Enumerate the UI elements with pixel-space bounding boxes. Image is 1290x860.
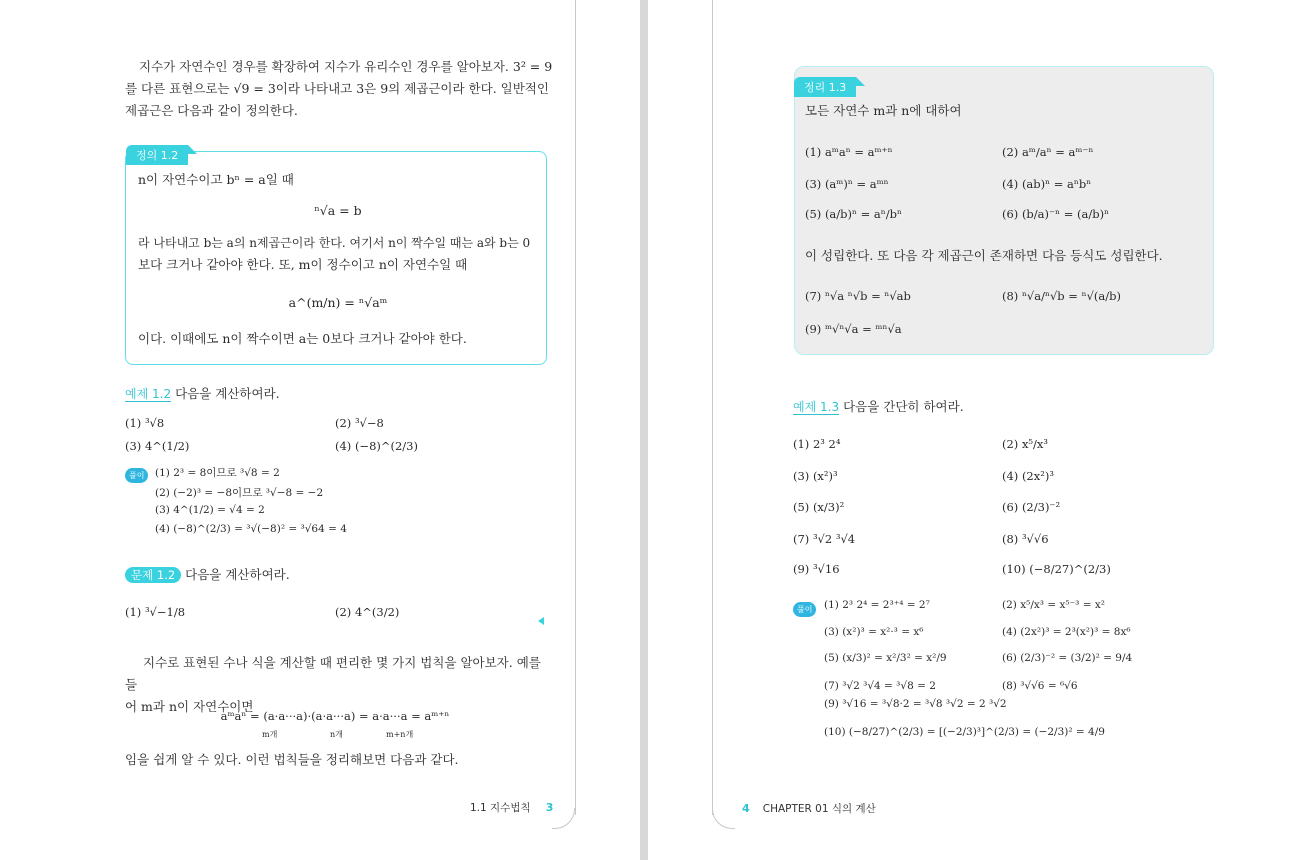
solution-line: (3) (x²)³ = x²·³ = x⁶ [824, 626, 924, 638]
example-item: (1) ³√8 [125, 416, 165, 430]
expansion-under-label: n개 [330, 730, 343, 739]
solution-line: (5) (x/3)² = x²/3² = x²/9 [824, 652, 947, 664]
example-1-3-heading [793, 396, 964, 418]
theorem-law: (6) (b/a)⁻ⁿ = (a/b)ⁿ [1002, 207, 1110, 221]
solution-badge: 풀이 [125, 463, 148, 483]
example-item: (7) ³√2 ³√4 [793, 532, 856, 546]
footer-chapter-title: CHAPTER 01 식의 계산 [762, 803, 876, 815]
solution-line: (2) x⁵/x³ = x⁵⁻³ = x² [1002, 599, 1105, 611]
example-label: 예제 1.3 [793, 400, 840, 414]
footer-section-title: 1.1 지수법칙 [470, 802, 531, 814]
left-page [0, 0, 640, 860]
definition-line4: 이다. 이때에도 n이 짝수이면 a는 0보다 크거나 같아야 한다. [138, 331, 467, 346]
example-item: (3) 4^(1/2) [125, 439, 190, 453]
solution-line: (1) 2³ = 8이므로 ³√8 = 2 [155, 467, 280, 479]
intro-paragraph: 지수가 자연수인 경우를 확장하여 지수가 유리수인 경우를 알아보자. 3² = 9 를 다른 표현으로는 √9 = 3이라 나타내고 3은 9의 제곱근이라 한다. 일반적인 제곱근은 다음과 같이 정의한다. [125, 59, 553, 118]
page-number: 3 [545, 801, 554, 814]
expansion-under-label: m+n개 [386, 730, 414, 739]
solution-line: (6) (2/3)⁻² = (3/2)² = 9/4 [1002, 652, 1133, 664]
example-1-2-heading [125, 383, 280, 405]
problem-item: (2) 4^(3/2) [335, 605, 400, 619]
expansion-under-label: m개 [262, 730, 278, 739]
expansion-formula: aᵐaⁿ = (a·a···a)·(a·a···a) = a·a···a = aᵐ⁺ⁿ [220, 709, 450, 723]
page-footer [470, 796, 553, 815]
solution-line: (10) (−8/27)^(2/3) = [(−2/3)³]^(2/3) = (−2/3)² = 4/9 [824, 726, 1105, 738]
page-number: 4 [742, 802, 750, 815]
theorem-law: (3) (aᵐ)ⁿ = aᵐⁿ [805, 177, 889, 191]
definition-line3: 보다 크거나 같아야 한다. 또, m이 정수이고 n이 자연수일 때 [138, 257, 468, 272]
example-label: 예제 1.2 [125, 387, 172, 401]
example-item: (9) ³√16 [793, 562, 840, 576]
problem-item: (1) ³√−1/8 [125, 605, 186, 619]
example-item: (1) 2³ 2⁴ [793, 437, 841, 451]
laws-summary-line: 임을 쉽게 알 수 있다. 이런 법칙들을 정리해보면 다음과 같다. [125, 752, 459, 767]
theorem-mid: 이 성립한다. 또 다음 각 제곱근이 존재하면 다음 등식도 성립한다. [805, 248, 1163, 263]
theorem-root-law: (7) ⁿ√a ⁿ√b = ⁿ√ab [805, 289, 911, 303]
triangle-marker-icon [538, 617, 544, 625]
definition-formula2: a^(m/n) = ⁿ√aᵐ [288, 295, 388, 310]
problem-prompt: 다음을 계산하여라. [185, 567, 290, 582]
example-prompt: 다음을 간단히 하여라. [843, 399, 964, 414]
example-item: (3) (x²)³ [793, 469, 838, 483]
example-item: (10) (−8/27)^(2/3) [1002, 562, 1111, 576]
example-item: (5) (x/3)² [793, 500, 845, 514]
definition-line2: 라 나타내고 b는 a의 n제곱근이라 한다. 여기서 n이 짝수일 때는 a와 b는 0 [138, 236, 531, 250]
theorem-intro: 모든 자연수 m과 n에 대하여 [805, 103, 962, 118]
solution-line: (4) (2x²)³ = 2³(x²)³ = 8x⁶ [1002, 626, 1131, 638]
theorem-root-law: (8) ⁿ√a/ⁿ√b = ⁿ√(a/b) [1002, 289, 1121, 303]
page-footer [742, 797, 876, 816]
solution-line: (4) (−8)^(2/3) = ³√(−8)² = ³√64 = 4 [155, 523, 347, 535]
example-item: (4) (−8)^(2/3) [335, 439, 418, 453]
example-item: (6) (2/3)⁻² [1002, 500, 1061, 514]
solution-line: (9) ³√16 = ³√8·2 = ³√8 ³√2 = 2 ³√2 [824, 698, 1007, 710]
example-item: (2) ³√−8 [335, 416, 384, 430]
page-edge [712, 0, 716, 815]
definition-line1: n이 자연수이고 bⁿ = a일 때 [138, 172, 294, 187]
page-corner [552, 808, 575, 829]
problem-label: 문제 1.2 [125, 567, 181, 583]
theorem-law: (1) aᵐaⁿ = aᵐ⁺ⁿ [805, 145, 893, 159]
right-page [648, 0, 1290, 860]
solution-line: (8) ³√√6 = ⁶√6 [1002, 680, 1078, 692]
theorem-tag: 정리 1.3 [794, 77, 856, 97]
page-corner [712, 808, 735, 829]
definition-tag: 정의 1.2 [126, 145, 188, 165]
theorem-law: (5) (a/b)ⁿ = aⁿ/bⁿ [805, 207, 902, 221]
example-prompt: 다음을 계산하여라. [175, 386, 280, 401]
page-edge [572, 0, 576, 815]
example-item: (4) (2x²)³ [1002, 469, 1054, 483]
problem-1-2-heading [125, 564, 290, 586]
theorem-law: (2) aᵐ/aⁿ = aᵐ⁻ⁿ [1002, 145, 1094, 159]
example-item: (2) x⁵/x³ [1002, 437, 1049, 451]
solution-line: (3) 4^(1/2) = √4 = 2 [155, 504, 265, 516]
solution-line: (1) 2³ 2⁴ = 2³⁺⁴ = 2⁷ [824, 599, 930, 611]
solution-line: (2) (−2)³ = −8이므로 ³√−8 = −2 [155, 487, 324, 499]
solution-line: (7) ³√2 ³√4 = ³√8 = 2 [824, 680, 936, 692]
definition-formula1: ⁿ√a = b [314, 203, 362, 218]
laws-intro-paragraph: 지수로 표현된 수나 식을 계산할 때 편리한 몇 가지 법칙을 알아보자. 예를 들 어 m과 n이 자연수이면 [125, 655, 541, 714]
theorem-law: (4) (ab)ⁿ = aⁿbⁿ [1002, 177, 1092, 191]
theorem-root-law: (9) ᵐ√ⁿ√a = ᵐⁿ√a [805, 322, 902, 336]
solution-badge: 풀이 [793, 597, 816, 617]
example-item: (8) ³√√6 [1002, 532, 1049, 546]
